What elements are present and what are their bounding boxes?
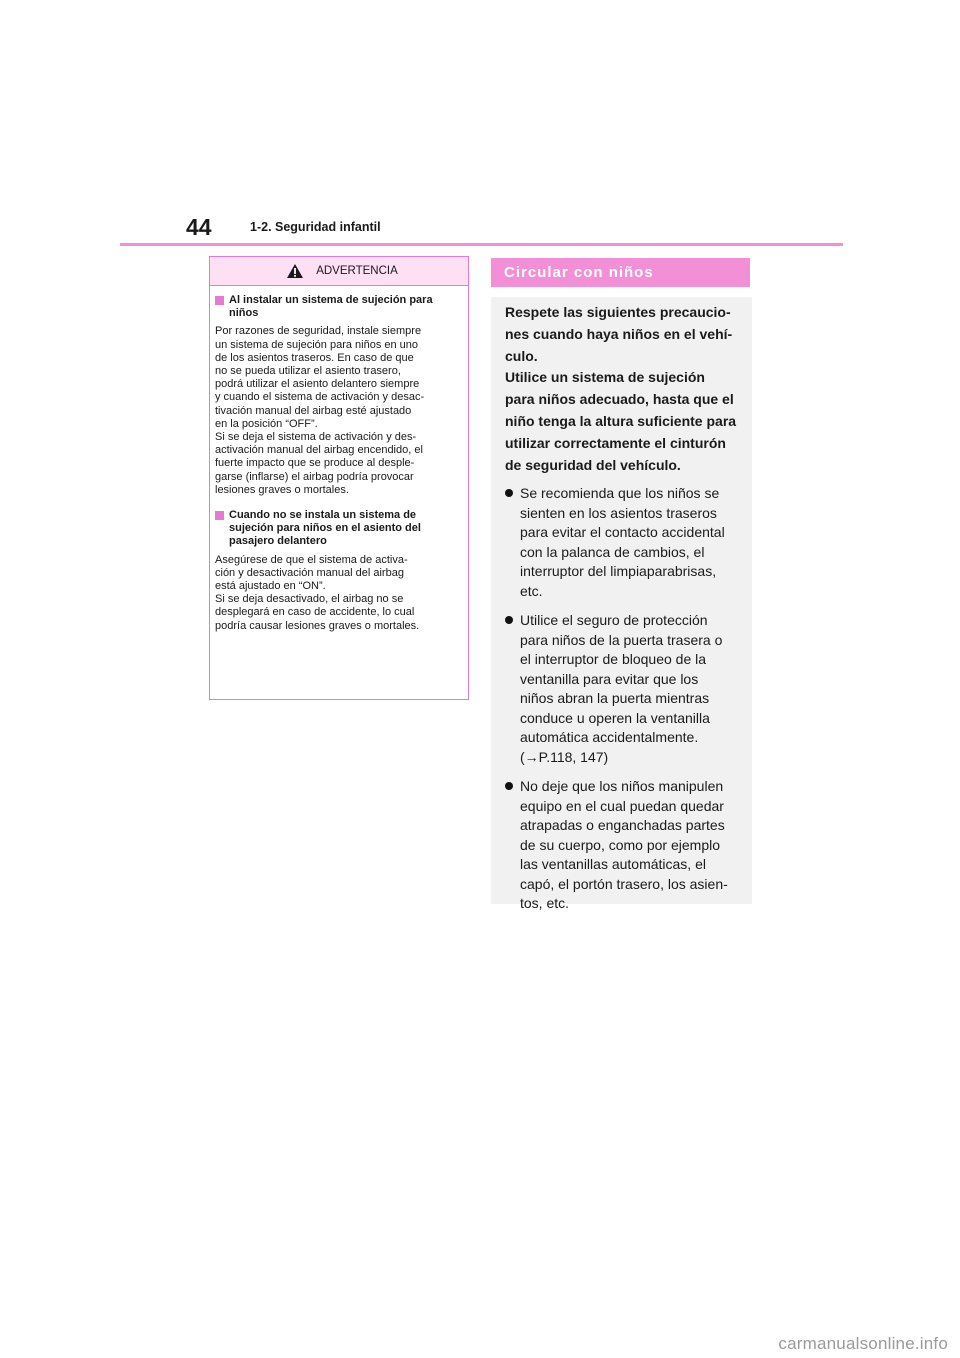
content-panel [491, 297, 752, 912]
header-divider [120, 243, 843, 246]
warning-title: ADVERTENCIA [316, 265, 398, 277]
warning-heading-text: Al instalar un sistema de sujeción para niños [229, 294, 433, 320]
warning-heading-2 [215, 509, 460, 549]
page-number: 44 [186, 214, 212, 240]
section-heading: Circular con niños [491, 258, 750, 287]
bullet-list [505, 484, 738, 914]
warning-box [209, 256, 469, 700]
warning-header [210, 257, 468, 286]
warning-paragraph-1: Por razones de seguridad, instale siempre un sistema de sujeción para niños en uno de los asientos traseros. En caso de que no se pueda utilizar el asiento trasero, podrá utilizar el asiento delantero siempre y cuando el sistema de activación y desac- tivación manual del airbag esté ajustado en la posición “OFF”. Si se deja el sistema de activación y des- activación manual del airbag encendido, el fuerte impacto que se produce al desple- garse (inflarse) el airbag podría provocar lesiones graves o mortales. [215, 325, 425, 496]
pink-square-icon [215, 296, 224, 305]
warning-heading-1 [215, 294, 460, 320]
intro-text: Respete las siguientes precaucio- nes cuando haya niños en el vehí- culo. Utilice un sistema de sujeción para niños adecuado, hasta que el niño tenga la altura suficiente para utilizar correctamente el cinturón de seguridad del vehículo. [505, 304, 737, 473]
list-item: Se recomienda que los niños se sienten en los asientos traseros para evitar el contacto accidental con la palanca de cambios, el interruptor del limpiaparabrisas, etc. [505, 484, 738, 601]
watermark-logo: carmanualsonline.info [778, 1334, 948, 1353]
section-breadcrumb: 1-2. Seguridad infantil [250, 220, 381, 234]
warning-triangle-icon [286, 263, 304, 279]
warning-paragraph-2: Asegúrese de que el sistema de activa- ción y desactivación manual del airbag está ajustado en “ON”. Si se deja desactivado, el airbag no se desplegará en caso de accidente, lo cual podría causar lesiones graves o mortales. [215, 553, 420, 632]
warning-body [210, 286, 468, 633]
pink-square-icon [215, 511, 224, 520]
list-item: Utilice el seguro de protección para niños de la puerta trasera o el interruptor de bloqueo de la ventanilla para evitar que los niños abran la puerta mientras conduce u operen la ventanilla automática accidentalmente. (→P.118, 147) [505, 611, 738, 767]
warning-heading-text: Cuando no se instala un sistema de sujeción para niños en el asiento del pasajero delantero [229, 509, 421, 548]
list-item: No deje que los niños manipulen equipo en el cual puedan quedar atrapadas o enganchadas partes de su cuerpo, como por ejemplo las ventanillas automáticas, el capó, el portón trasero, los asien- tos, etc. [505, 777, 738, 914]
